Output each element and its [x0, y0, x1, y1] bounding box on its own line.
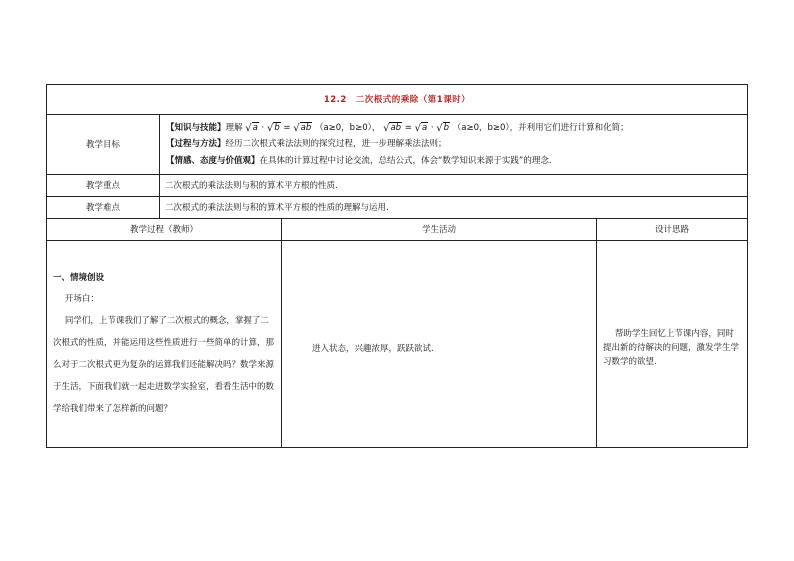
design-idea — [597, 241, 748, 448]
process-text: 经历二次根式乘法法则的探究过程，进一步理解乘法法则； — [225, 139, 447, 149]
goals-label: 教学目标 — [47, 115, 160, 175]
key-point-label: 教学重点 — [47, 175, 160, 197]
col-header-teacher: 教学过程（教师） — [47, 219, 282, 241]
goal-process — [166, 136, 741, 153]
sqrt-a: √a — [245, 123, 258, 134]
opening-label: 开场白： — [64, 294, 99, 304]
sqrt-ab: √ab — [293, 123, 312, 134]
emotion-text: 在具体的计算过程中讨论交流，总结公式，体会“数学知识来源于实践”的理念. — [259, 156, 552, 166]
teacher-cell — [47, 241, 282, 448]
goal-knowledge: 【知识与技能】理解 √a · √b = √ab （a≥0，b≥0）， √ab = √a · √b （a≥0，b≥0），并利用它们进行计算和化简； — [166, 119, 741, 136]
lesson-plan-table — [46, 84, 748, 448]
lesson-title: 12.2 二次根式的乘除（第1课时） — [47, 85, 748, 115]
sqrt-ab-2: √ab — [383, 123, 402, 134]
sqrt-b: √b — [266, 123, 280, 134]
key-point-row — [47, 175, 748, 197]
process-header-row — [47, 219, 748, 241]
goals-row — [47, 115, 748, 175]
sqrt-a-2: √a — [414, 123, 428, 134]
design-text: 帮助学生回忆上节课内容，同时提出新的待解决的问题，激发学生学习数学的欲望. — [603, 329, 740, 367]
process-tag: 【过程与方法】 — [166, 139, 226, 149]
col-header-student: 学生活动 — [282, 219, 597, 241]
title-row — [47, 85, 748, 115]
knowledge-cond1: （a≥0，b≥0）， — [314, 123, 381, 133]
emotion-tag: 【情感、态度与价值观】 — [166, 156, 260, 166]
sqrt-b-2: √b — [436, 123, 450, 134]
knowledge-cond2: （a≥0，b≥0），并利用它们进行计算和化简； — [452, 123, 629, 133]
difficulty-label: 教学难点 — [47, 197, 160, 219]
col-header-design: 设计思路 — [597, 219, 748, 241]
goals-content — [160, 115, 748, 175]
goal-emotion — [166, 153, 741, 170]
difficulty-text: 二次根式的乘法法则与积的算术平方根的性质的理解与运用. — [160, 197, 748, 219]
difficulty-row — [47, 197, 748, 219]
knowledge-lead: 理解 — [225, 123, 243, 133]
process-body-row — [47, 241, 748, 448]
student-activity: 进入状态，兴趣浓厚，跃跃欲试. — [282, 241, 597, 448]
section-heading: 一、情境创设 — [53, 273, 105, 283]
teacher-paragraph: 同学们，上节课我们了解了二次根式的概念，掌握了二次根式的性质，并能运用这些性质进行一些简单的计算，那么对于二次根式更为复杂的运算我们还能解决吗？数学来源于生活，下面我们就一起走进数学实验室，看看生活中的数学给我们带来了怎样新的问题？ — [53, 316, 275, 414]
knowledge-tag: 【知识与技能】 — [166, 123, 226, 133]
key-point-text: 二次根式的乘法法则与积的算术平方根的性质. — [160, 175, 748, 197]
